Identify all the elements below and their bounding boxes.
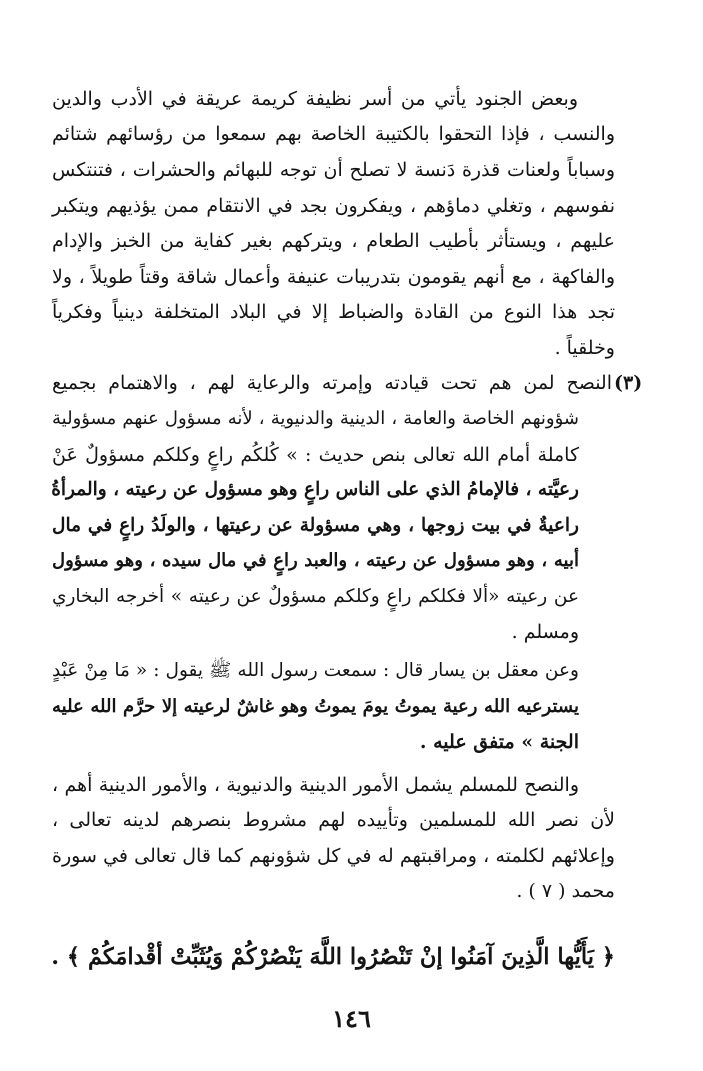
para1-line-8: وخلقياً . <box>554 337 615 359</box>
item3-line-6: أبيه ، وهو مسؤول عن رعيته ، والعبد راعٍ في مال سيده ، وهو مسؤول <box>52 550 579 571</box>
item3-line-8: ومسلم . <box>511 621 579 643</box>
para1-line-6: والفاكهة ، مع أنهم يقومون بتدريبات عنيفة وأعمال شاقة وقتاً طويلاً ، ولا <box>52 266 615 288</box>
para1-line-2: والنسب ، فإذا التحقوا بالكتيبة الخاصة بهم سمعوا من رؤسائهم شتائم <box>52 123 615 145</box>
item3-line-2: شؤونهم الخاصة والعامة ، الدينية والدنيوية ، لأنه مسؤول عنهم مسؤولية <box>52 408 579 429</box>
item3-line-7: عن رعيته «ألا فكلكم راعٍ وكلكم مسؤولٌ عن رعيته » أخرجه البخاري <box>52 586 579 607</box>
para4-line-3: وإعلائهم لكلمته ، ومراقبتهم له في كل شؤونهم كما قال تعالى في سورة <box>52 845 615 867</box>
hadith-line-1: وعن معقل بن يسار قال : سمعت رسول الله ﷺ يقول : « مَا مِنْ عَبْدٍ <box>52 660 579 681</box>
item3-line-5: راعيةٌ في بيت زوجها ، وهي مسؤولة عن رعيتها ، والولَدُ راعٍ في مال <box>52 515 579 536</box>
page-number: ١٤٦ <box>332 1004 371 1033</box>
quran-verse: ﴿ يَأَيُّها الَّذِينَ آمَنُوا إنْ تَنْصُرُوا اللَّهَ يَنْصُرْكُمْ وَيُثَبِّتْ أقْدامَكُمْ ﴾ . <box>51 944 615 970</box>
item-number-marker: (٣) <box>614 372 643 394</box>
para4-line-1: والنصح للمسلم يشمل الأمور الدينية والدنيوية ، والأمور الدينية أهم ، <box>52 774 579 796</box>
item3-line-1: النصح لمن هم تحت قيادته وإمرته والرعاية لهم ، والاهتمام بجميع <box>52 372 612 394</box>
para1-line-3: وسباباً ولعنات قذرة دَنسة لا تصلح أن توجه للبهائم والحشرات ، فتنتكس <box>52 159 615 181</box>
para1-line-7: تجد هذا النوع من القادة والضباط إلا في البلاد المتخلفة دينياً وفكرياً <box>52 301 615 323</box>
item3-line-3: كاملة أمام الله تعالى بنص حديث : » كُلكُم راعٍ وكلكم مسؤولٌ عَنْ <box>52 444 579 466</box>
para1-line-4: نفوسهم ، وتغلي دماؤهم ، ويفكرون بجد في الانتقام ممن يؤذيهم ويتكبر <box>52 195 615 217</box>
para1-line-1: وبعض الجنود يأتي من أسر نظيفة كريمة عريقة في الأدب والدين <box>52 88 578 110</box>
para1-line-5: عليهم ، ويستأثر بأطيب الطعام ، ويتركهم بغير كفاية من الخبز والإدام <box>52 230 615 252</box>
hadith-line-3: الجنة » متفق عليه . <box>419 731 579 753</box>
item3-line-4: رعيَّته ، فالإمامُ الذي على الناس راعٍ وهو مسؤول عن رعيته ، والمرأةُ <box>51 479 579 500</box>
para4-line-4: محمد ( ٧ ) . <box>516 880 615 902</box>
hadith-line-2: يسترعيه الله رعية يموتُ يومَ يموتُ وهو غاشٌ لرعيته إلا حرَّم الله عليه <box>52 696 579 717</box>
para4-line-2: لأن نصر الله للمسلمين وتأييده لهم مشروط بنصرهم لدينه تعالى ، <box>52 809 615 831</box>
